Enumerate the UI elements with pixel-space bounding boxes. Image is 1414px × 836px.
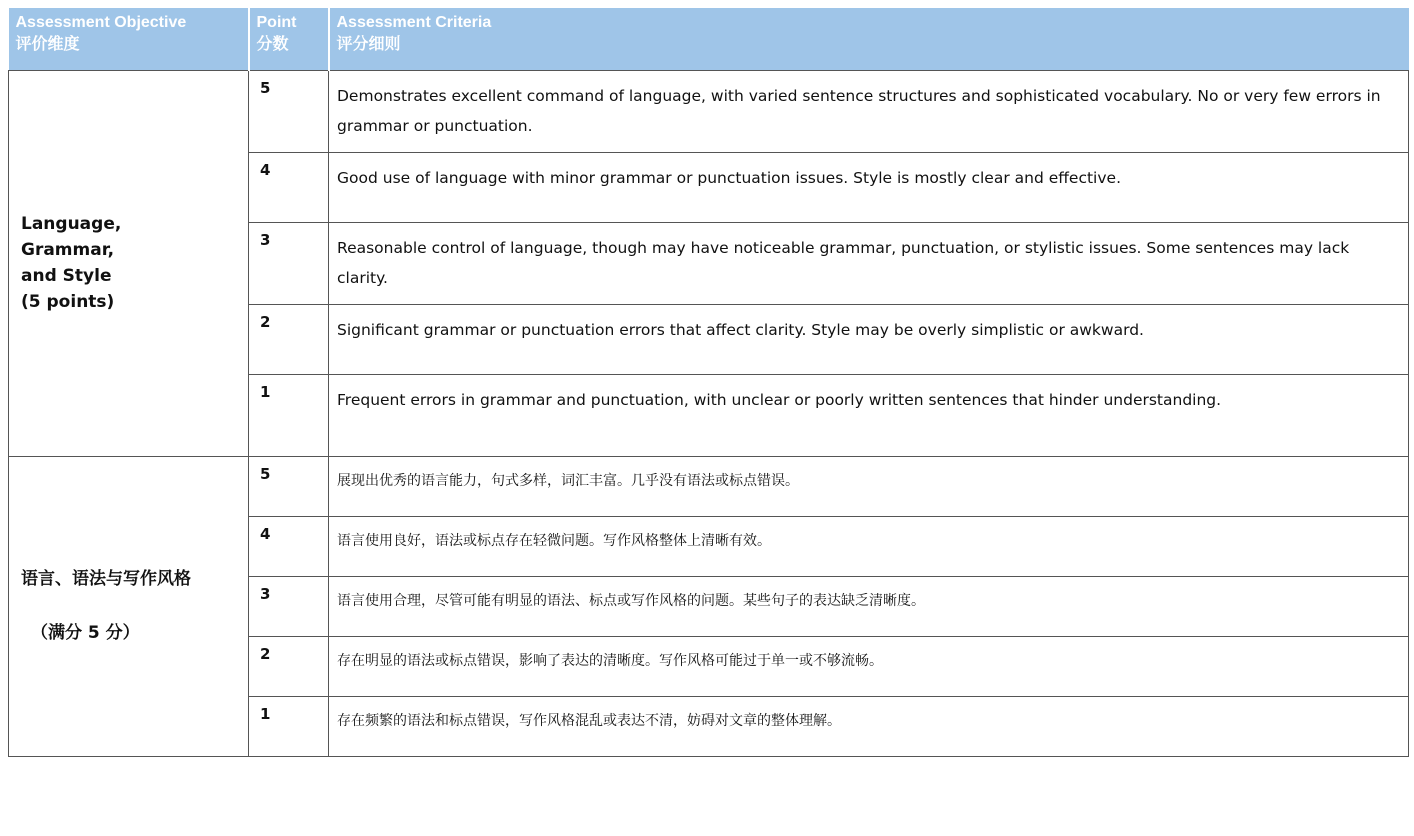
header-objective-en: Assessment Objective — [15, 14, 187, 31]
header-criteria-en: Assessment Criteria — [336, 14, 492, 31]
point-cell: 3 — [249, 576, 329, 636]
point-cell: 2 — [249, 636, 329, 696]
point-cell: 1 — [249, 374, 329, 456]
criteria-cell: Significant grammar or punctuation errors that affect clarity. Style may be overly simplistic or awkward. — [329, 304, 1409, 374]
criteria-cell: 存在明显的语法或标点错误，影响了表达的清晰度。写作风格可能过于单一或不够流畅。 — [329, 636, 1409, 696]
point-cell: 5 — [249, 70, 329, 152]
objective-line: (5 points) — [21, 292, 115, 312]
rubric-table — [8, 8, 1409, 757]
criteria-cell: 语言使用合理，尽管可能有明显的语法、标点或写作风格的问题。某些句子的表达缺乏清晰度。 — [329, 576, 1409, 636]
criteria-cell: Reasonable control of language, though may have noticeable grammar, punctuation, or stylistic issues. Some sentences may lack clarity. — [329, 222, 1409, 304]
point-cell: 4 — [249, 516, 329, 576]
criteria-cell: Good use of language with minor grammar or punctuation issues. Style is mostly clear and effective. — [329, 152, 1409, 222]
table-row — [9, 456, 1409, 516]
header-point-zh: 分数 — [256, 36, 289, 53]
header-criteria — [329, 8, 1409, 70]
point-cell: 4 — [249, 152, 329, 222]
objective-sub-zh: （满分 5 分） — [31, 623, 140, 643]
header-objective-zh: 评价维度 — [15, 36, 80, 53]
criteria-cell: Demonstrates excellent command of language, with varied sentence structures and sophisticated vocabulary. No or very few errors in grammar or punctuation. — [329, 70, 1409, 152]
header-point — [249, 8, 329, 70]
point-cell: 2 — [249, 304, 329, 374]
criteria-cell: 存在频繁的语法和标点错误，写作风格混乱或表达不清，妨碍对文章的整体理解。 — [329, 696, 1409, 756]
header-objective — [9, 8, 249, 70]
objective-cell-en — [9, 70, 249, 456]
criteria-cell: Frequent errors in grammar and punctuation, with unclear or poorly written sentences that hinder understanding. — [329, 374, 1409, 456]
objective-line: and Style — [21, 266, 112, 286]
criteria-cell: 语言使用良好，语法或标点存在轻微问题。写作风格整体上清晰有效。 — [329, 516, 1409, 576]
point-cell: 5 — [249, 456, 329, 516]
table-row — [9, 70, 1409, 152]
header-point-en: Point — [256, 14, 297, 31]
objective-cell-zh — [9, 456, 249, 756]
objective-line: Grammar, — [21, 240, 115, 260]
point-cell: 1 — [249, 696, 329, 756]
table-header — [9, 8, 1409, 70]
objective-title-zh: 语言、语法与写作风格 — [21, 569, 191, 589]
criteria-cell: 展现出优秀的语言能力，句式多样，词汇丰富。几乎没有语法或标点错误。 — [329, 456, 1409, 516]
header-criteria-zh: 评分细则 — [336, 36, 401, 53]
objective-line: Language, — [21, 214, 122, 234]
point-cell: 3 — [249, 222, 329, 304]
